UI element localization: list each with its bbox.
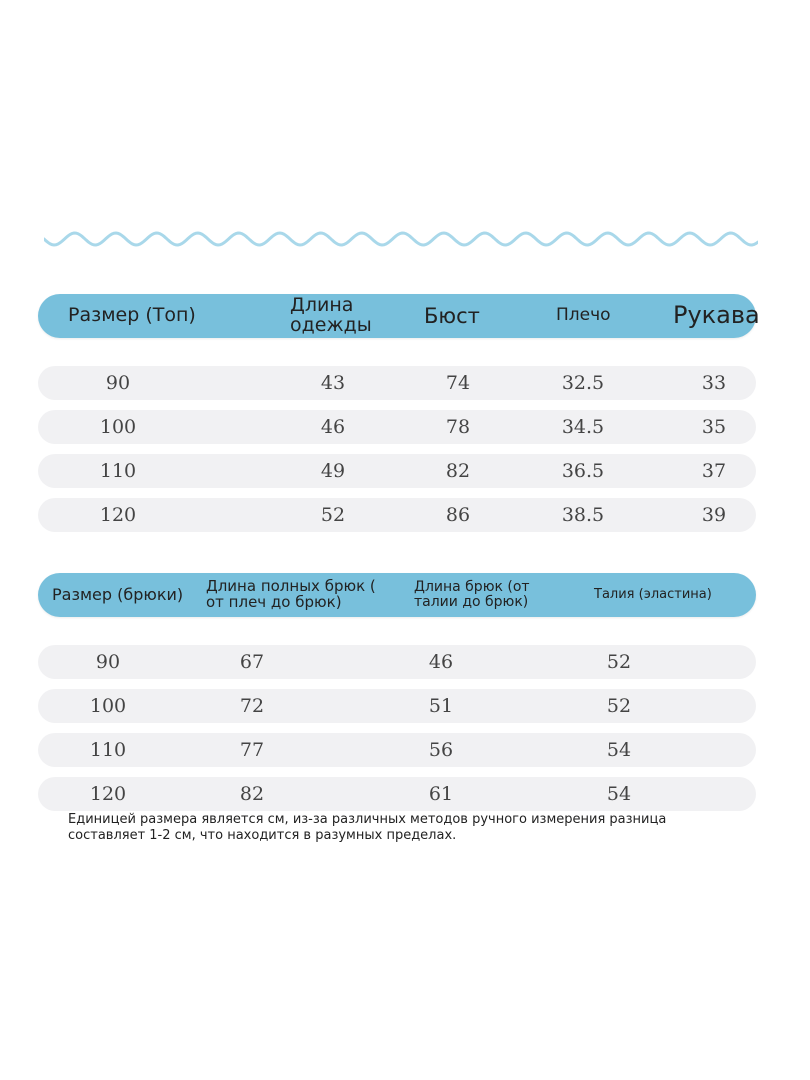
header-waist: Талия (эластина) xyxy=(594,587,712,603)
note-line-1: Единицей размера является см, из-за различных методов ручного измерения разница xyxy=(68,812,667,827)
cell-sleeve: 39 xyxy=(701,504,727,526)
cell-waist: 54 xyxy=(606,783,632,805)
cell-size: 120 xyxy=(89,783,127,805)
measurement-note xyxy=(68,812,758,844)
cell-waist-length: 46 xyxy=(428,651,454,673)
cell-size: 90 xyxy=(95,651,121,673)
header-sleeve: Рукава xyxy=(673,301,760,330)
cell-length: 49 xyxy=(320,460,346,482)
header-full-length: Длина полных брюк ( от плеч до брюк) xyxy=(206,577,376,611)
cell-waist-length: 51 xyxy=(428,695,454,717)
cell-size: 120 xyxy=(99,504,137,526)
cell-bust: 74 xyxy=(445,372,471,394)
cell-size: 100 xyxy=(99,416,137,438)
table-row xyxy=(38,689,756,723)
header-length: Длина одежды xyxy=(290,294,372,336)
table-row xyxy=(38,777,756,811)
cell-size: 100 xyxy=(89,695,127,717)
cell-bust: 78 xyxy=(445,416,471,438)
header-size-top: Размер (Топ) xyxy=(68,304,196,327)
table-row xyxy=(38,645,756,679)
cell-shoulder: 34.5 xyxy=(561,416,605,438)
table-row xyxy=(38,410,756,444)
cell-bust: 86 xyxy=(445,504,471,526)
pants-size-table xyxy=(38,573,756,811)
cell-sleeve: 33 xyxy=(701,372,727,394)
cell-full-length: 77 xyxy=(239,739,265,761)
pants-table-header xyxy=(38,573,756,617)
cell-sleeve: 37 xyxy=(701,460,727,482)
table-row xyxy=(38,454,756,488)
cell-sleeve: 35 xyxy=(701,416,727,438)
cell-length: 43 xyxy=(320,372,346,394)
cell-waist: 54 xyxy=(606,739,632,761)
table-row xyxy=(38,366,756,400)
cell-shoulder: 38.5 xyxy=(561,504,605,526)
cell-shoulder: 36.5 xyxy=(561,460,605,482)
cell-full-length: 72 xyxy=(239,695,265,717)
cell-waist-length: 61 xyxy=(428,783,454,805)
header-bust: Бюст xyxy=(424,303,480,328)
cell-size: 90 xyxy=(105,372,131,394)
cell-size: 110 xyxy=(99,460,137,482)
table-row xyxy=(38,733,756,767)
wave-divider xyxy=(44,226,758,252)
header-size-pants: Размер (брюки) xyxy=(52,584,184,604)
cell-waist-length: 56 xyxy=(428,739,454,761)
cell-shoulder: 32.5 xyxy=(561,372,605,394)
table-row xyxy=(38,498,756,532)
cell-length: 46 xyxy=(320,416,346,438)
top-table-header xyxy=(38,294,760,338)
cell-full-length: 67 xyxy=(239,651,265,673)
cell-waist: 52 xyxy=(606,651,632,673)
cell-waist: 52 xyxy=(606,695,632,717)
header-shoulder: Плечо xyxy=(556,305,611,326)
cell-length: 52 xyxy=(320,504,346,526)
cell-size: 110 xyxy=(89,739,127,761)
note-line-2: составляет 1-2 см, что находится в разумных пределах. xyxy=(68,828,457,843)
cell-bust: 82 xyxy=(445,460,471,482)
cell-full-length: 82 xyxy=(239,783,265,805)
top-size-table xyxy=(38,294,760,532)
header-waist-length: Длина брюк (от талии до брюк) xyxy=(414,579,530,610)
